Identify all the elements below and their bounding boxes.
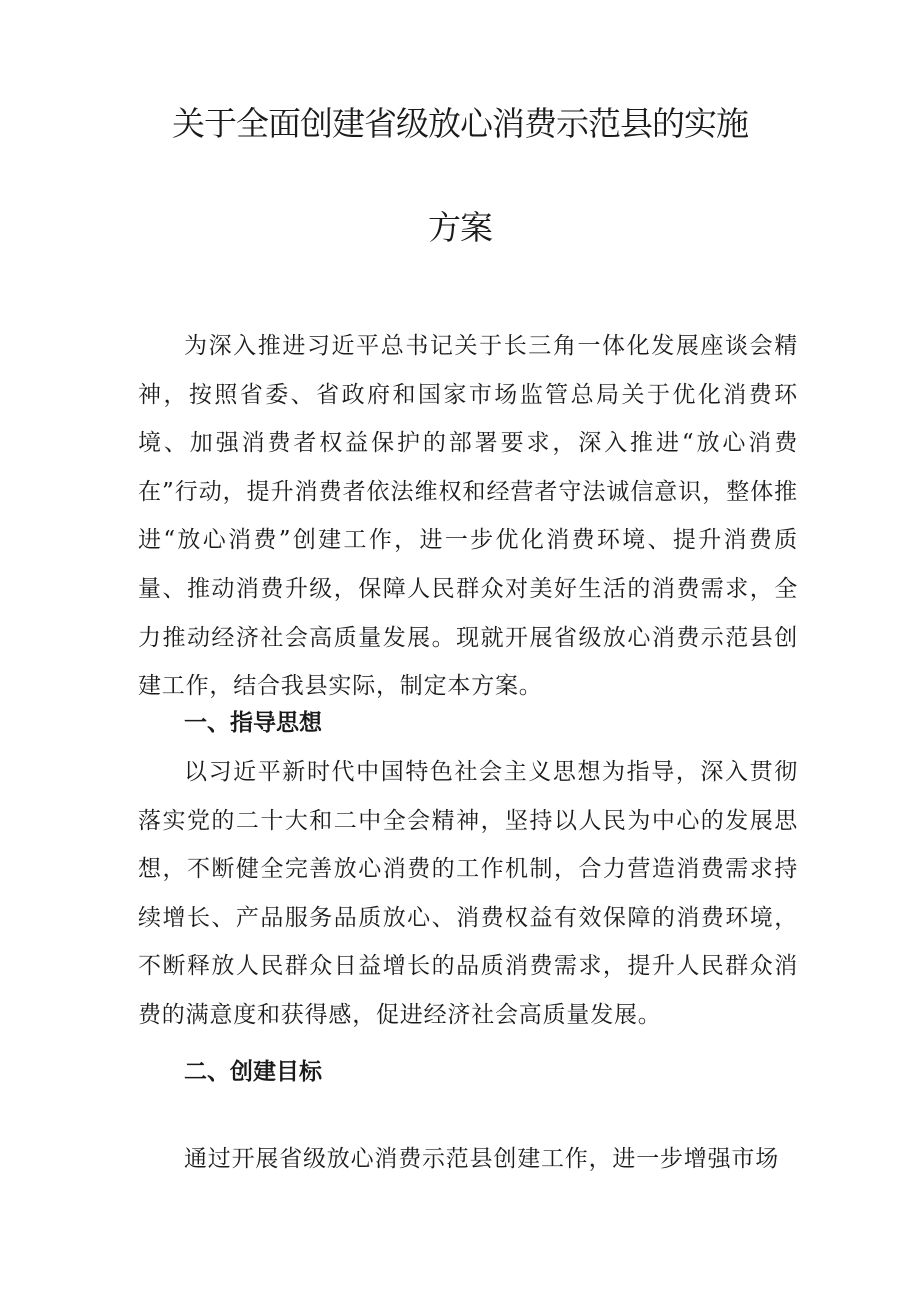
section-heading-creation-goals: 二、创建目标: [184, 1059, 322, 1085]
intro-paragraph: 为深入推进习近平总书记关于长三角一体化发展座谈会精神，按照省委、省政府和国家市场监管总局关于优化消费环境、加强消费者权益保护的部署要求，深入推进“放心消费在”行动，提升消费者依法维权和经营者守法诚信意识，整体推进“放心消费”创建工作，进一步优化消费环境、提升消费质量、推动消费升级，保障人民群众对美好生活的消费需求，全力推动经济社会高质量发展。现就开展省级放心消费示范县创建工作，结合我县实际，制定本方案。: [138, 333, 798, 700]
section-paragraph-guiding-ideology: 以习近平新时代中国特色社会主义思想为指导，深入贯彻落实党的二十大和二中全会精神，坚持以人民为中心的发展思想，不断健全完善放心消费的工作机制，合力营造消费需求持续增长、产品服务品质放心、消费权益有效保障的消费环境，不断释放人民群众日益增长的品质消费需求，提升人民群众消费的满意度和获得感，促进经济社会高质量发展。: [138, 759, 798, 1028]
section-heading-guiding-ideology: 一、指导思想: [184, 710, 322, 736]
document-title-line-1: 关于全面创建省级放心消费示范县的实施: [172, 104, 748, 143]
section-paragraph-creation-goals: 通过开展省级放心消费示范县创建工作，进一步增强市场: [184, 1146, 779, 1172]
document-title-line-2: 方案: [428, 208, 492, 247]
